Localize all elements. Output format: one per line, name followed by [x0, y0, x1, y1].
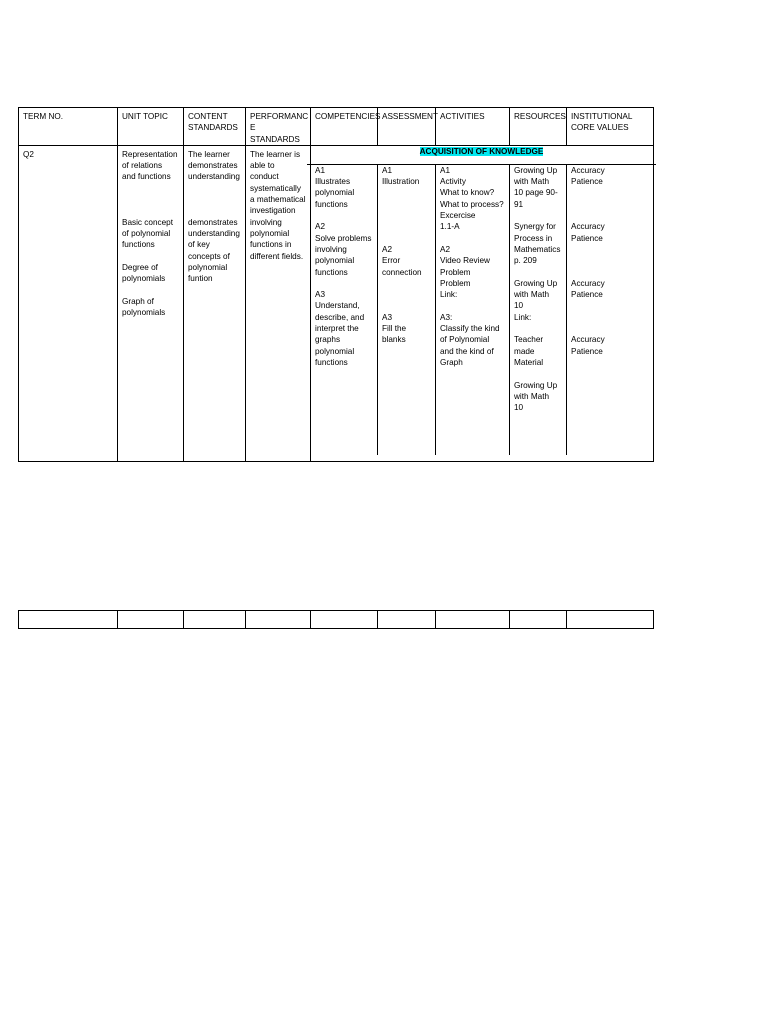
curriculum-table	[18, 107, 654, 462]
acquisition-band	[307, 146, 656, 165]
empty-cell	[311, 611, 378, 629]
cell-knowledge-group	[311, 145, 654, 461]
resources-text: Growing Up with Math 10 page 90- 91 Synergy for Process in Mathematics p. 209 Growing Up with Math 10 Link: Teacher made Material Growing Up with Math 10	[514, 165, 561, 413]
empty-cell	[510, 611, 567, 629]
acquisition-label: ACQUISITION OF KNOWLEDGE	[419, 146, 544, 156]
header-resources: RESOURCES	[510, 108, 567, 146]
assessment-text: A1 Illustration A2 Error connection A3 Fill the blanks	[382, 165, 422, 345]
header-term-no: TERM NO.	[19, 108, 118, 146]
table-row	[19, 145, 654, 461]
header-content-standards: CONTENT STANDARDS	[184, 108, 246, 146]
empty-table-row	[19, 611, 654, 629]
core-values-text: Accuracy Patience Accuracy Patience Accuracy Patience Accuracy Patience	[571, 165, 605, 356]
empty-cell	[19, 611, 118, 629]
activities-col	[436, 165, 510, 455]
core-values-col	[567, 165, 653, 455]
header-unit-topic: UNIT TOPIC	[118, 108, 184, 146]
assessment-col	[378, 165, 436, 455]
table-header-row	[19, 108, 654, 146]
empty-cell	[567, 611, 654, 629]
header-performance-standards: PERFORMANC E STANDARDS	[246, 108, 311, 146]
cell-unit-topic	[118, 145, 184, 461]
empty-cell	[378, 611, 436, 629]
competencies-col	[311, 165, 378, 455]
activities-text: A1 Activity What to know? What to process? Excercise 1.1-A A2 Video Review Problem Problem Link: A3: Classify the kind of Polynomial and the kind of Graph	[440, 165, 504, 367]
cell-term	[19, 145, 118, 461]
cell-performance-standards	[246, 145, 311, 461]
empty-cell	[436, 611, 510, 629]
header-core-values: INSTITUTIONAL CORE VALUES	[567, 108, 654, 146]
unit-topic-text: Representation of relations and functions Basic concept of polynomial functions Degree of polynomials Graph of polynomials	[122, 149, 178, 318]
header-assessment: ASSESSMENT	[378, 108, 436, 146]
empty-cell	[184, 611, 246, 629]
performance-standards-text: The learner is able to conduct systematically a mathematical investigation involving polynomial functions in different fields.	[250, 149, 306, 261]
term-text: Q2	[23, 149, 34, 159]
knowledge-columns	[311, 165, 653, 455]
empty-table	[18, 610, 654, 629]
header-activities: ACTIVITIES	[436, 108, 510, 146]
empty-cell	[246, 611, 311, 629]
content-standards-text: The learner demonstrates understanding demonstrates understanding of key concepts of polynomial funtion	[188, 149, 240, 284]
resources-col	[510, 165, 567, 455]
competencies-text: A1 Illustrates polynomial functions A2 Solve problems involving polynomial functions A3 Understand, describe, and interpret the graphs polynomial functions	[315, 165, 372, 367]
empty-cell	[118, 611, 184, 629]
cell-content-standards	[184, 145, 246, 461]
header-competencies: COMPETENCIES	[311, 108, 378, 146]
